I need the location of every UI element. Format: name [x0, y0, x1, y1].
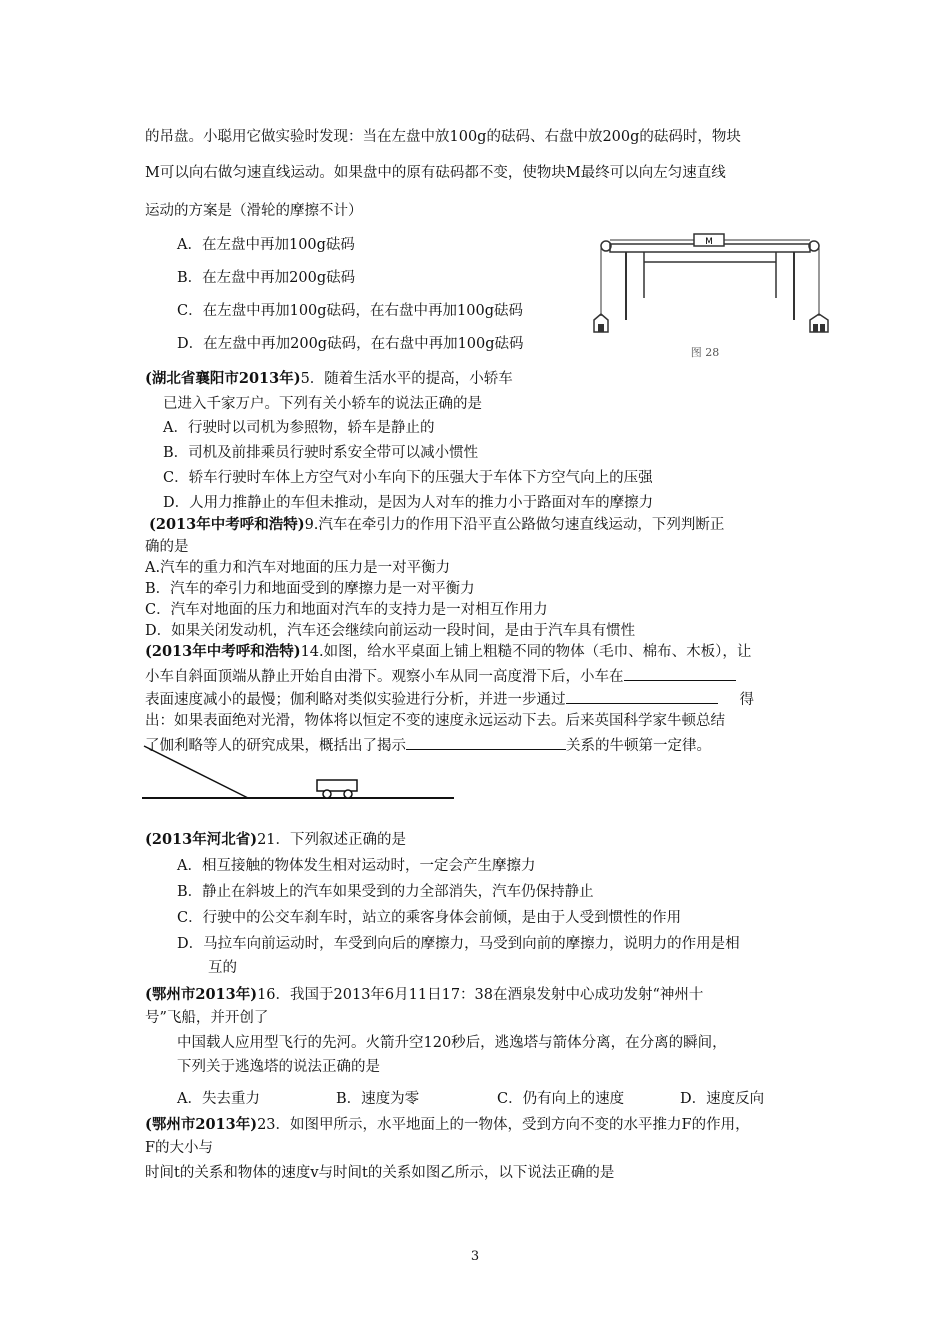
q16-option-d: D．速度反向	[680, 1091, 765, 1107]
q16-source: (鄂州市2013年)	[145, 986, 258, 1003]
q21-option-d: D．马拉车向前运动时，车受到向后的摩擦力，马受到向前的摩擦力，说明力的作用是相	[177, 936, 740, 952]
q23-line-3: 时间t的关系和物体的速度v与时间t的关系如图乙所示，以下说法正确的是	[145, 1165, 615, 1181]
q-prev-option-d: D．在左盘中再加200g砝码，在右盘中再加100g砝码	[177, 336, 524, 352]
q-prev-line-1: 的吊盘。小聪用它做实验时发现：当在左盘中放100g的砝码、右盘中放200g的砝码时，物块	[145, 129, 741, 145]
q14-line-2	[145, 666, 736, 686]
q23-stem: 23．如图甲所示，水平地面上的一物体，受到方向不变的水平推力F的作用，	[257, 1117, 750, 1133]
block-m-label: M	[705, 237, 713, 247]
q14-line-3-text: 表面速度减小的最慢；伽利略对类似实验进行分析，并进一步通过	[145, 692, 566, 708]
figure-caption: 图 28	[690, 346, 720, 359]
q9-option-b: B．汽车的牵引力和地面受到的摩擦力是一对平衡力	[145, 581, 475, 597]
q14-line-1	[145, 643, 751, 661]
q23-line-2: F的大小与	[145, 1140, 214, 1156]
q14-blank-2[interactable]	[566, 689, 718, 704]
q5-option-c: C．轿车行驶时车体上方空气对小车向下的压强大于车体下方空气向上的压强	[163, 470, 653, 486]
q5-line-2: 已进入千家万户。下列有关小轿车的说法正确的是	[163, 396, 482, 412]
q14-line-2-text: 小车自斜面顶端从静止开始自由滑下。观察小车从同一高度滑下后，小车在	[145, 669, 624, 685]
q16-option-a: A．失去重力	[177, 1091, 260, 1107]
q14-source: (2013年中考呼和浩特)	[145, 643, 301, 660]
q21-option-c: C．行驶中的公交车刹车时，站立的乘客身体会前倾，是由于人受到惯性的作用	[177, 910, 682, 926]
q21-option-a: A．相互接触的物体发生相对运动时，一定会产生摩擦力	[177, 858, 536, 874]
q9-option-a: A.汽车的重力和汽车对地面的压力是一对平衡力	[145, 560, 451, 576]
q16-stem: 16．我国于2013年6月11日17：38在酒泉发射中心成功发射“神州十	[257, 987, 704, 1003]
q21-option-d-continued: 互的	[208, 960, 237, 976]
q14-line-3	[145, 689, 754, 709]
q-prev-option-c: C．在左盘中再加100g砝码，在右盘中再加100g砝码	[177, 303, 524, 319]
q23-line-1	[145, 1116, 750, 1134]
q21-source: (2013年河北省)	[145, 831, 258, 848]
q5-option-a: A．行驶时以司机为参照物，轿车是静止的	[163, 420, 435, 436]
q21-option-b: B．静止在斜坡上的汽车如果受到的力全部消失，汽车仍保持静止	[177, 884, 594, 900]
q5-option-d: D．人用力推静止的车但未推动，是因为人对车的推力小于路面对车的摩擦力	[163, 495, 654, 511]
q-prev-line-2: M可以向右做匀速直线运动。如果盘中的原有砝码都不变，使物块M最终可以向左匀速直线	[145, 165, 726, 181]
q9-source: (2013年中考呼和浩特)	[149, 516, 305, 533]
q21-line-1	[145, 831, 406, 849]
q23-source: (鄂州市2013年)	[145, 1116, 258, 1133]
q5-option-b: B．司机及前排乘员行驶时系安全带可以减小惯性	[163, 445, 479, 461]
q9-line-2: 确的是	[145, 539, 189, 555]
q14-line-5-text: 了伽利略等人的研究成果，概括出了揭示	[145, 738, 406, 754]
q5-source: (湖北省襄阳市2013年)	[145, 370, 301, 387]
q5-line-1	[145, 370, 513, 388]
q14-line-4: 出：如果表面绝对光滑，物体将以恒定不变的速度永远运动下去。后来英国科学家牛顿总结	[145, 713, 725, 729]
q-prev-line-3: 运动的方案是（滑轮的摩擦不计）	[145, 203, 363, 219]
q16-line-4: 下列关于逃逸塔的说法正确的是	[177, 1059, 380, 1075]
q16-line-3: 中国载人应用型飞行的先河。火箭升空120秒后，逃逸塔与箭体分离，在分离的瞬间，	[177, 1035, 727, 1051]
q9-line-1	[149, 516, 724, 534]
q16-line-1	[145, 986, 703, 1004]
page-number: 3	[470, 1249, 480, 1264]
q9-option-c: C．汽车对地面的压力和地面对汽车的支持力是一对相互作用力	[145, 602, 548, 618]
q21-stem: 21．下列叙述正确的是	[257, 832, 407, 848]
q16-line-2: 号”飞船，并开创了	[145, 1010, 269, 1026]
q5-stem: 5．随着生活水平的提高，小轿车	[300, 371, 513, 387]
q14-stem: 14.如图，给水平桌面上铺上粗糙不同的物体（毛巾、棉布、木板），让	[300, 644, 752, 660]
q-prev-option-a: A．在左盘中再加100g砝码	[177, 237, 355, 253]
q-prev-option-b: B．在左盘中再加200g砝码	[177, 270, 356, 286]
q9-stem: 9.汽车在牵引力的作用下沿平直公路做匀速直线运动，下列判断正	[304, 517, 725, 533]
q16-option-b: B．速度为零	[336, 1091, 420, 1107]
q14-line-3-end: 得	[739, 692, 754, 708]
q14-line-5-end: 关系的牛顿第一定律。	[566, 738, 711, 754]
incline-cart-figure	[142, 740, 462, 810]
q16-option-c: C．仍有向上的速度	[497, 1091, 625, 1107]
q14-blank-1[interactable]	[624, 666, 736, 681]
pulley-apparatus-figure	[592, 228, 832, 368]
q9-option-d: D．如果关闭发动机，汽车还会继续向前运动一段时间，是由于汽车具有惯性	[145, 623, 636, 639]
